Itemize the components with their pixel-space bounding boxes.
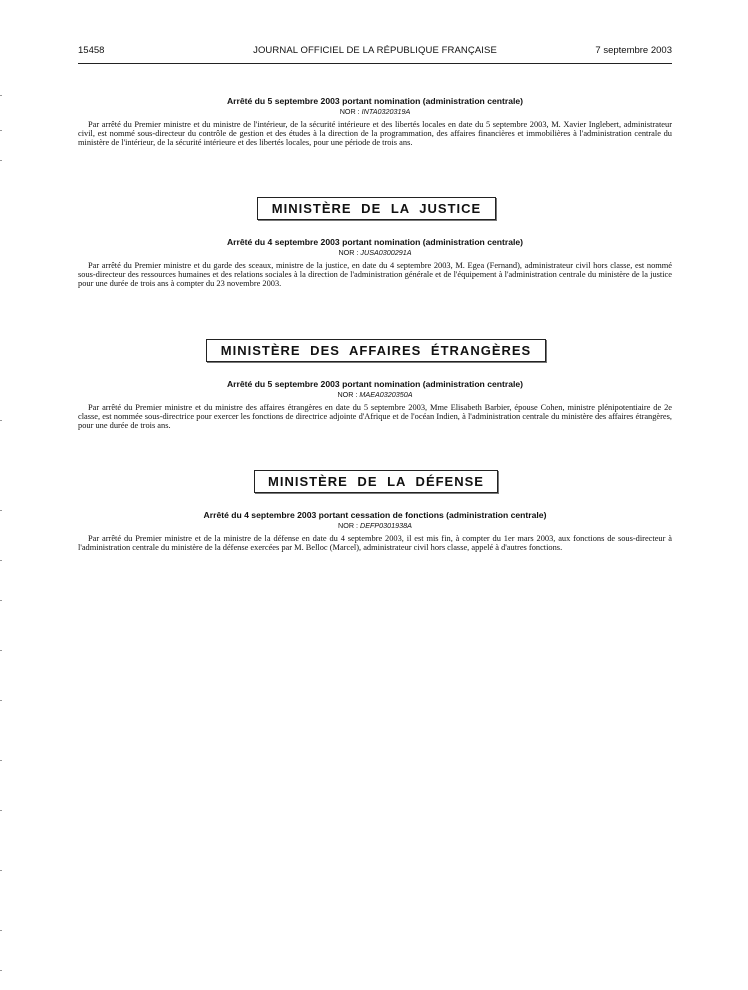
ministry-heading-justice	[257, 197, 496, 220]
ministry-heading-defense	[254, 470, 498, 493]
arrete-interieur	[78, 96, 672, 148]
issue-date: 7 septembre 2003	[595, 45, 672, 56]
nor-reference	[78, 248, 672, 258]
arrete-title: Arrêté du 5 septembre 2003 portant nomination (administration centrale)	[226, 379, 524, 389]
scan-edge-marks	[0, 0, 3, 990]
arrete-title: Arrêté du 5 septembre 2003 portant nomination (administration centrale)	[226, 96, 524, 106]
arrete-affaires-etrangeres	[78, 379, 672, 431]
nor-label: NOR :	[337, 390, 358, 399]
header-rule	[78, 63, 672, 64]
arrete-title: Arrêté du 4 septembre 2003 portant nomination (administration centrale)	[226, 237, 524, 247]
arrete-body: Par arrêté du Premier ministre et du garde des sceaux, ministre de la justice, en date du 4 septembre 2003, M. Egea (Fernand), administrateur civil hors classe, est nommé sous-directeur des ressources humaines et des relations sociales à la direction de l'administration générale et de l'équipement à l'administration centrale du ministère de la justice pour une durée de trois ans à compter du 23 novembre 2003.	[78, 261, 672, 289]
nor-reference	[78, 521, 672, 531]
page-header	[78, 45, 672, 59]
ministry-name: MINISTÈRE DE LA DÉFENSE	[268, 474, 484, 489]
arrete-title: Arrêté du 4 septembre 2003 portant cessation de fonctions (administration centrale)	[203, 510, 547, 520]
nor-code: JUSA0300291A	[360, 248, 412, 257]
arrete-justice	[78, 237, 672, 289]
nor-label: NOR :	[339, 107, 360, 116]
page-number: 15458	[78, 45, 105, 56]
arrete-defense	[78, 510, 672, 552]
ministry-heading-affaires-etrangeres	[206, 339, 546, 362]
arrete-body: Par arrêté du Premier ministre et du ministre de l'intérieur, de la sécurité intérieure et des libertés locales en date du 5 septembre 2003, M. Xavier Inglebert, administrateur civil, est nommé sous-directeur du contrôle de gestion et des études à la direction de la programmation, des affaires financières et immobilières à l'administration centrale du ministère de l'intérieur, de la sécurité intérieure et des libertés locales, pour une période de trois ans.	[78, 120, 672, 148]
nor-label: NOR :	[338, 521, 358, 530]
ministry-name: MINISTÈRE DE LA JUSTICE	[271, 201, 482, 216]
nor-code: MAEA0320350A	[359, 390, 413, 399]
journal-title: JOURNAL OFFICIEL DE LA RÉPUBLIQUE FRANÇAISE	[253, 45, 497, 56]
ministry-name: MINISTÈRE DES AFFAIRES ÉTRANGÈRES	[220, 343, 532, 358]
arrete-body: Par arrêté du Premier ministre et du ministre des affaires étrangères en date du 5 septembre 2003, Mme Elisabeth Barbier, épouse Cohen, ministre plénipotentiaire de 2e classe, est nommée sous-directrice pour exercer les fonctions de directrice adjointe d'Afrique et de l'océan Indien, à l'administration centrale du ministère des affaires étrangères, pour une durée de trois ans.	[78, 403, 672, 431]
nor-code: DEFP0301938A	[360, 521, 412, 530]
nor-reference	[78, 390, 672, 400]
nor-label: NOR :	[338, 248, 359, 257]
arrete-body: Par arrêté du Premier ministre et de la ministre de la défense en date du 4 septembre 2003, il est mis fin, à compter du 1er mars 2003, aux fonctions de sous-directeur à l'administration centrale du ministère de la défense exercées par M. Belloc (Marcel), administrateur civil hors classe, appelé à d'autres fonctions.	[78, 534, 672, 553]
nor-code: INTA0320319A	[361, 107, 411, 116]
nor-reference	[78, 107, 672, 117]
